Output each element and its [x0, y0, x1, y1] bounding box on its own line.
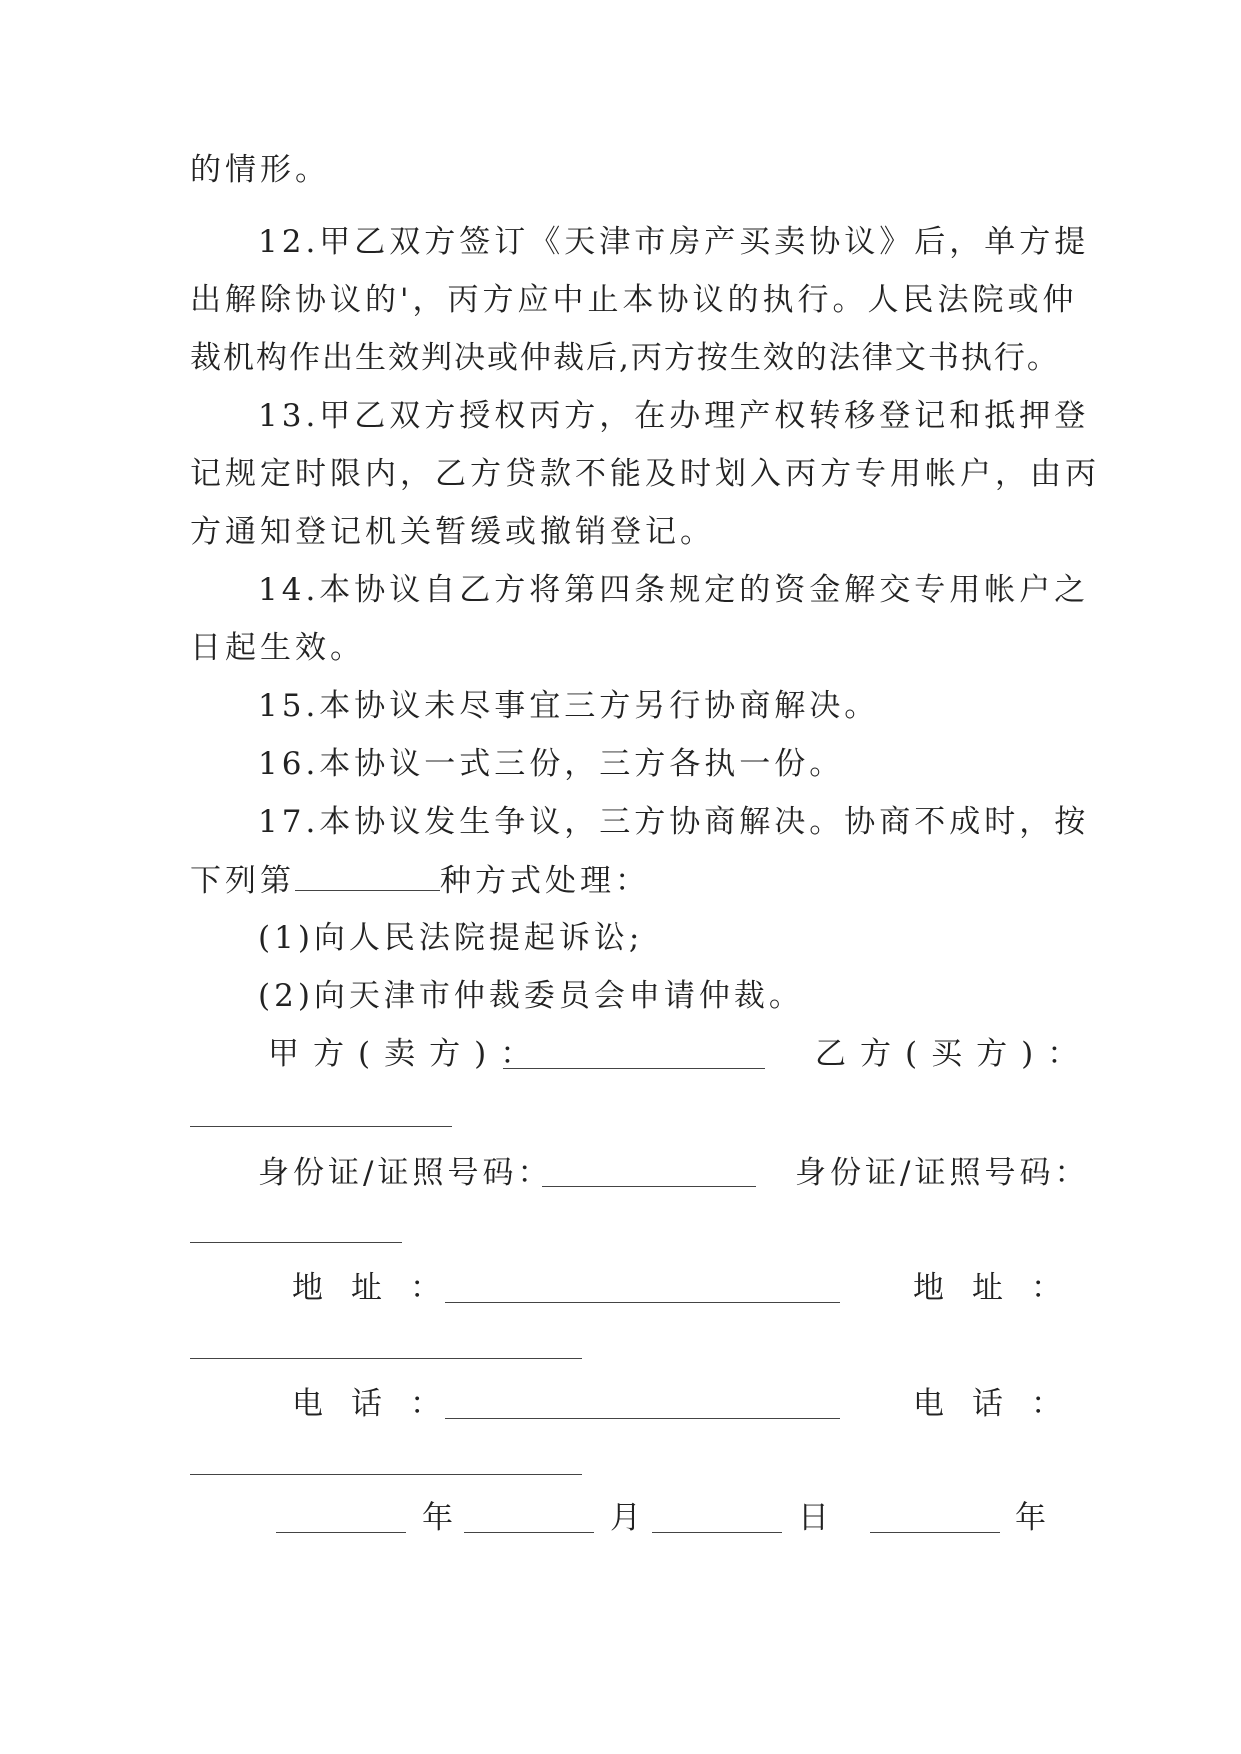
phone-label-a: 电话： — [292, 1386, 469, 1422]
clause-17-suffix: 种方式处理： — [440, 863, 650, 899]
clause-14-line-1: 14.本协议自乙方将第四条规定的资金解交专用帐户之 — [258, 572, 1090, 608]
clause-15: 15.本协议未尽事宜三方另行协商解决。 — [258, 688, 880, 724]
clause-17-line-1: 17.本协议发生争议，三方协商解决。协商不成时，按 — [258, 804, 1090, 840]
day-a-label: 日 — [798, 1500, 829, 1536]
day-a-blank[interactable] — [652, 1532, 782, 1533]
clause-13-line-1: 13.甲乙双方授权丙方，在办理产权转移登记和抵押登 — [258, 398, 1090, 434]
clause-12-line-1: 12.甲乙双方签订《天津市房产买卖协议》后，单方提 — [258, 224, 1090, 260]
party-b-blank[interactable] — [190, 1126, 452, 1127]
paragraph-line: 的情形。 — [190, 152, 330, 188]
clause-13-line-2: 记规定时限内，乙方贷款不能及时划入丙方专用帐户，由丙 — [190, 456, 1100, 492]
address-label-a: 地址： — [292, 1270, 469, 1306]
party-a-blank[interactable] — [503, 1068, 765, 1069]
year-b-blank[interactable] — [870, 1532, 1000, 1533]
address-a-blank[interactable] — [445, 1302, 840, 1303]
id-label-a: 身份证/证照号码： — [258, 1155, 553, 1191]
option-litigation: (1)向人民法院提起诉讼; — [258, 920, 644, 956]
id-b-blank[interactable] — [190, 1242, 402, 1243]
month-a-label: 月 — [610, 1500, 641, 1536]
address-b-blank[interactable] — [190, 1358, 582, 1359]
clause-17-line-2 — [190, 860, 1050, 901]
phone-a-blank[interactable] — [445, 1418, 840, 1419]
year-a-blank[interactable] — [276, 1532, 406, 1533]
option-arbitration: (2)向天津市仲裁委员会申请仲裁。 — [258, 978, 804, 1014]
phone-b-blank[interactable] — [190, 1474, 582, 1475]
id-a-blank[interactable] — [542, 1186, 756, 1187]
clause-16: 16.本协议一式三份，三方各执一份。 — [258, 746, 845, 782]
year-a-label: 年 — [422, 1500, 453, 1536]
clause-14-line-2: 日起生效。 — [190, 630, 365, 666]
party-a-label: 甲方(卖方)： — [268, 1036, 546, 1072]
clause-12-line-2: 出解除协议的'，丙方应中止本协议的执行。人民法院或仲 — [190, 282, 1078, 318]
party-b-label: 乙方(买方)： — [815, 1036, 1093, 1072]
address-label-b: 地址： — [913, 1270, 1090, 1306]
year-b-label: 年 — [1015, 1500, 1046, 1536]
id-label-b: 身份证/证照号码： — [795, 1155, 1090, 1191]
clause-13-line-3: 方通知登记机关暂缓或撤销登记。 — [190, 514, 715, 550]
clause-17-prefix: 下列第 — [190, 863, 295, 899]
phone-label-b: 电话： — [913, 1386, 1090, 1422]
method-choice-blank[interactable] — [295, 860, 440, 891]
month-a-blank[interactable] — [464, 1532, 594, 1533]
clause-12-line-3: 裁机构作出生效判决或仲裁后,丙方按生效的法律文书执行。 — [190, 340, 1060, 376]
